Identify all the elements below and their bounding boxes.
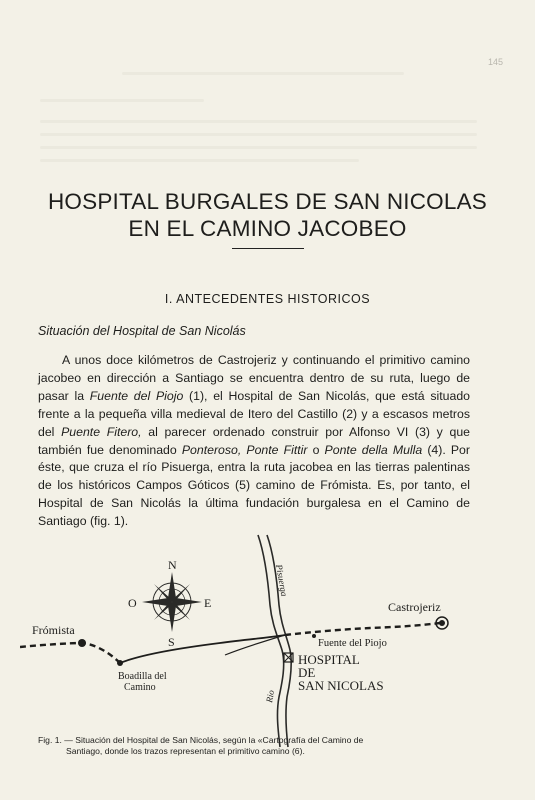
river-label: Pisuerga bbox=[274, 563, 290, 598]
body-text bbox=[38, 352, 470, 531]
emphasis: Puente Fitero, bbox=[61, 424, 142, 439]
emphasis: Ponte della Mulla bbox=[324, 442, 423, 457]
paragraph bbox=[38, 352, 470, 531]
compass-label-north: N bbox=[168, 558, 177, 572]
emphasis: Fuente del Piojo bbox=[89, 388, 184, 403]
caption-line-1: Fig. 1. — Situación del Hospital de San Nicolás, según la «Cartografía del Camino de bbox=[38, 735, 364, 745]
compass-label-west: O bbox=[128, 596, 137, 610]
modern-road bbox=[120, 635, 285, 663]
subsection-heading: Situación del Hospital de San Nicolás bbox=[38, 324, 246, 338]
town-label-fromista: Frómista bbox=[32, 623, 75, 637]
town-label-boadilla-2: Camino bbox=[124, 682, 156, 693]
text-run: A unos doce kilómetros de Castrojeriz y continuando el primitivo camino jacobeo en dirección a Santiago se encuentra dentro de su ruta, luego de pasar la bbox=[38, 353, 470, 403]
town-label-boadilla-1: Boadilla del bbox=[118, 671, 167, 682]
emphasis: Ponteroso, Ponte Fittir bbox=[181, 442, 308, 457]
compass-label-south: S bbox=[168, 635, 175, 649]
hospital-label-2: DE bbox=[298, 665, 316, 680]
figure-caption bbox=[38, 735, 488, 756]
town-marker-castrojeriz-core bbox=[439, 620, 445, 626]
page-number: 145 bbox=[487, 57, 503, 67]
town-marker-boadilla bbox=[117, 660, 123, 666]
text-run: al parecer ordenado construir por Alfonso VI (3) y que también fue denominado bbox=[38, 424, 470, 457]
primitive-route-east bbox=[285, 623, 440, 635]
primitive-route-west bbox=[20, 643, 120, 663]
caption-line-2: Santiago, donde los trazos representan el primitivo camino (6). bbox=[66, 745, 305, 756]
compass-rose bbox=[128, 558, 211, 649]
town-label-castrojeriz: Castrojeriz bbox=[388, 600, 441, 614]
hospital-label-3: SAN NICOLAS bbox=[298, 678, 384, 693]
title-line-2: EN EL CAMINO JACOBEO bbox=[128, 216, 407, 241]
title-line-1: HOSPITAL BURGALES DE SAN NICOLAS bbox=[47, 189, 488, 214]
compass-label-east: E bbox=[204, 596, 212, 610]
section-heading: I. ANTECEDENTES HISTORICOS bbox=[164, 292, 371, 306]
hospital-label-1: HOSPITAL bbox=[298, 652, 360, 667]
bleed-through-text bbox=[40, 62, 495, 172]
route-map-figure bbox=[20, 525, 500, 765]
text-run: o bbox=[307, 442, 325, 457]
title-rule bbox=[232, 248, 304, 249]
fountain-marker bbox=[312, 634, 316, 638]
river-label-rio: Rio bbox=[264, 689, 277, 704]
town-marker-fromista bbox=[78, 639, 86, 647]
fountain-label: Fuente del Piojo bbox=[318, 638, 387, 649]
article-title bbox=[24, 188, 511, 242]
text-run: (4). Por éste, que cruza el río Pisuerga, entra la ruta jacobea en las tierras palentinas de los históricos Campos Góticos (5) camino de Frómista. Es, por tanto, el Hospital de San Nicolás la última fundación burgalesa en el Camino de Santiago (fig. 1). bbox=[38, 442, 470, 529]
text-run: (1), el Hospital de San Nicolás, que está situado frente a la pequeña villa medieval de Itero del Castillo (2) y a escasos metros del bbox=[38, 388, 470, 439]
